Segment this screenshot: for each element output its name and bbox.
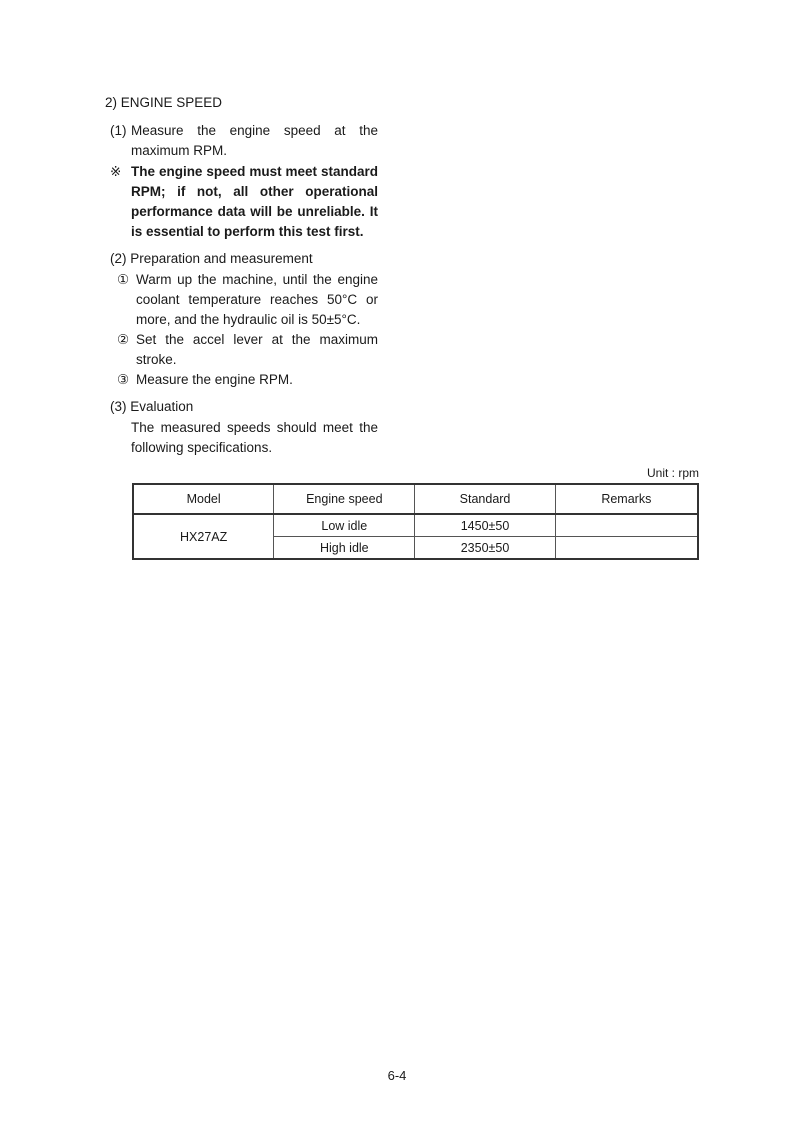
circled-two-icon: ②: [117, 332, 130, 347]
step-text-line-2: maximum RPM.: [131, 143, 228, 158]
circled-one-icon: ①: [117, 272, 130, 287]
table-row: [133, 514, 698, 537]
section-title: 2) ENGINE SPEED: [105, 95, 223, 110]
preparation-heading: (2) Preparation and measurement: [110, 251, 313, 266]
standard-cell: 2350±50: [415, 537, 555, 560]
warning-note: [110, 162, 378, 242]
remarks-cell: [555, 514, 698, 537]
evaluation-text: The measured speeds should meet the following specifications.: [131, 420, 378, 455]
engine-speed-cell: High idle: [274, 537, 415, 560]
preparation-step-text: Set the accel lever at the maximum stroke.: [136, 332, 378, 367]
preparation-step-text: Warm up the machine, until the engine coolant temperature reaches 50°C or more, and the hydraulic oil is 50±5°C.: [136, 272, 378, 327]
column-header-standard: Standard: [415, 484, 555, 514]
column-header-remarks: Remarks: [555, 484, 698, 514]
standard-cell: 1450±50: [415, 514, 555, 537]
step-text-line-1: Measure the engine speed at the: [131, 123, 378, 138]
warning-note-text: The engine speed must meet standard RPM; if not, all other operational performance data will be unreliable. It is essential to perform this test first.: [131, 164, 378, 239]
model-cell: HX27AZ: [133, 514, 274, 559]
preparation-step-text: Measure the engine RPM.: [136, 372, 293, 387]
remarks-cell: [555, 537, 698, 560]
engine-speed-cell: Low idle: [274, 514, 415, 537]
column-header-model: Model: [133, 484, 274, 514]
table-header-row: [133, 484, 698, 514]
evaluation-heading: (3) Evaluation: [110, 399, 194, 414]
circled-three-icon: ③: [117, 372, 130, 387]
step-number: (1): [110, 123, 127, 138]
page-number: 6-4: [387, 1068, 407, 1083]
step-measure-max-rpm: [110, 121, 378, 161]
unit-label: Unit : rpm: [646, 466, 699, 480]
preparation-step: [117, 370, 378, 390]
engine-speed-spec-table: [132, 483, 699, 560]
column-header-engine-speed: Engine speed: [274, 484, 415, 514]
preparation-step: [117, 270, 378, 330]
preparation-step: [117, 330, 378, 370]
reference-mark-icon: ※: [110, 164, 122, 179]
